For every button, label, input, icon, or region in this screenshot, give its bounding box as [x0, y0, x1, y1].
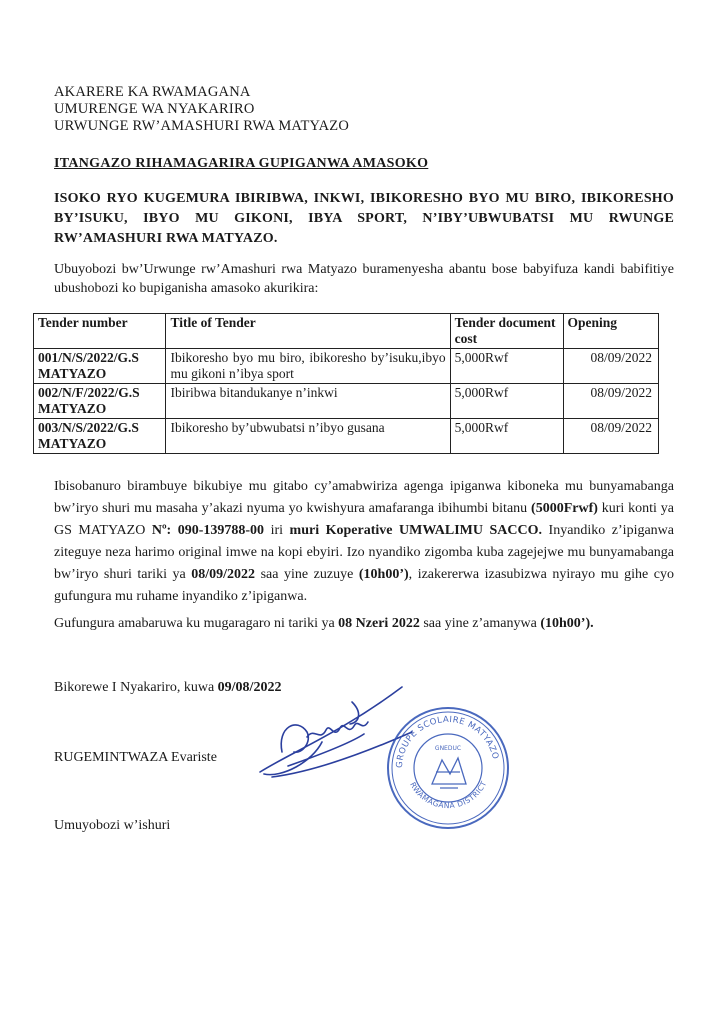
bank-name: muri Koperative UMWALIMU SACCO. [289, 523, 543, 538]
col-header-title: Title of Tender [166, 314, 450, 349]
opening-time: (10h00’). [540, 616, 594, 631]
opening-paragraph [54, 614, 694, 634]
stamp-text-bottom: RWAMAGANA DISTRICT [408, 779, 489, 811]
opening-text: Gufungura amabaruwa ku mugaragaro ni tariki ya [54, 616, 339, 631]
opening-mid: saa yine z’amanywa [419, 616, 541, 631]
details-text-6: , izakererwa izasubizwa nyirayo mu gihe cyo gufungura mu ruhame inyandiko z’ipiganwa. [54, 567, 674, 604]
tender-opening: 08/09/2022 [563, 384, 658, 419]
notice-title: ITANGAZO RIHAMAGARIRA GUPIGANWA AMASOKO [54, 156, 429, 171]
tender-number: 003/N/S/2022/G.S MATYAZO [34, 419, 166, 454]
tender-cost: 5,000Rwf [450, 419, 563, 454]
stamp-text-top: GROUPE SCOLAIRE MATYAZO [394, 714, 501, 769]
tender-title: Ibikoresho byo mu biro, ibikoresho by’isuku,ibyo mu gikoni n’ibya sport [166, 349, 450, 384]
place-date: 09/08/2022 [217, 680, 282, 695]
notice-subject: ISOKO RYO KUGEMURA IBIRIBWA, INKWI, IBIKORESHO BYO MU BIRO, IBIKORESHO BY’ISUKU, IBYO MU GIKONI, IBYA SPORT, N’IBY’UBWUBATSI MU RWUNGE RW’AMASHURI RWA MATYAZO. [54, 191, 674, 246]
deadline-time: (10h00’) [358, 567, 409, 582]
tender-opening: 08/09/2022 [563, 349, 658, 384]
svg-text:GROUPE SCOLAIRE MATYAZO [395, 715, 500, 768]
amount-text: (5000Frwf) [531, 501, 598, 516]
opening-date: 08 Nzeri 2022 [338, 616, 420, 631]
tender-title: Ibiribwa bitandukanye n’inkwi [166, 384, 450, 419]
place-text: Bikorewe I Nyakariro, kuwa [54, 680, 218, 695]
tender-number: 002/N/F/2022/G.S MATYAZO [34, 384, 166, 419]
details-text-1: Ibisobanuro birambuye bikubiye mu gitabo cy’amabwiriza agenga ipiganwa kiboneka mu bunyamabanga bw’iryo shuri mu masaha y’akazi nyuma yo kwishyura amafaranga ibihumbi bitanu [54, 479, 674, 516]
district-line: AKARERE KA RWAMAGANA [54, 84, 251, 100]
intro-paragraph: Ubuyobozi bw’Urwunge rw’Amashuri rwa Matyazo buramenyesha abantu bose babyifuza kandi babifitiye ubushobozi ko bupiganisha amasoko akurikira: [54, 262, 674, 296]
table-row [34, 419, 659, 454]
tender-opening: 08/09/2022 [563, 419, 658, 454]
stamp-emblem-icon [432, 758, 466, 788]
signer-role: Umuyobozi w’ishuri [54, 818, 171, 833]
table-header-row [34, 314, 659, 349]
account-number: Nº: 090-139788-00 [151, 523, 265, 538]
stamp-text-inner: GNEDUC [434, 745, 462, 752]
tender-cost: 5,000Rwf [450, 384, 563, 419]
tender-number: 001/N/S/2022/G.S MATYAZO [34, 349, 166, 384]
details-paragraph [54, 476, 674, 608]
details-text-3: iri [264, 523, 290, 538]
col-header-number: Tender number [34, 314, 166, 349]
details-text-2: kuri konti ya GS MATYAZO [54, 501, 675, 538]
col-header-cost: Tender document cost [450, 314, 563, 349]
table-row [34, 349, 659, 384]
col-header-opening: Opening [563, 314, 658, 349]
signer-name: RUGEMINTWAZA Evariste [54, 750, 217, 765]
tender-table [33, 313, 659, 454]
tender-title: Ibikoresho by’ubwubatsi n’ibyo gusana [166, 419, 450, 454]
school-line: URWUNGE RW’AMASHURI RWA MATYAZO [54, 118, 350, 134]
table-row [34, 384, 659, 419]
sector-line: UMURENGE WA NYAKARIRO [54, 101, 255, 117]
deadline-date: 08/09/2022 [191, 567, 256, 582]
details-text-4: Inyandiko z’ipiganwa ziteguye neza harimo original imwe na kopi ebyiri. Izo nyandiko zigomba kuba zagejejwe mu bunyamabanga bw’iryo shuri tariki ya [54, 523, 675, 582]
letterhead [54, 84, 349, 135]
school-stamp [380, 700, 515, 830]
tender-cost: 5,000Rwf [450, 349, 563, 384]
place-date-line [54, 680, 281, 696]
details-text-5: saa yine zuzuye [255, 567, 359, 582]
